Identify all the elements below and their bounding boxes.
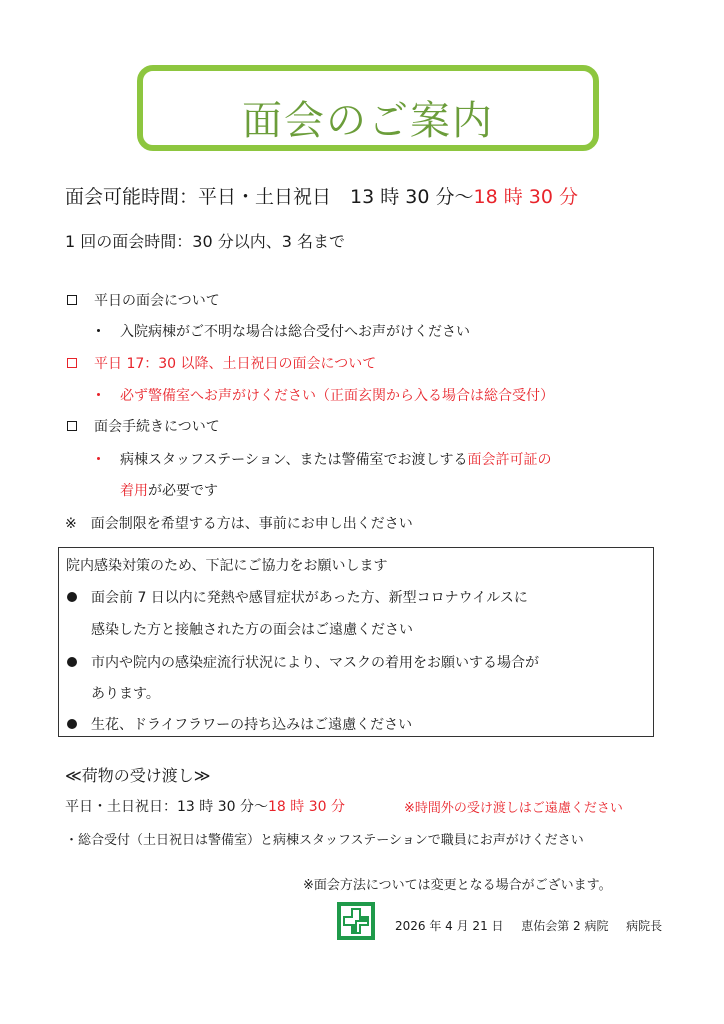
procedure-item-text: 病棟スタッフステーション、または警備室でお渡しする xyxy=(120,452,468,468)
page-title: 面会のご案内 xyxy=(242,98,494,144)
package-hours xyxy=(65,796,345,816)
visiting-hours-end: 18 時 30 分 xyxy=(473,186,578,208)
infection-item-1-line2: 感染した方と接触された方の面会はご遠慮ください xyxy=(91,622,413,638)
change-note: ※面会方法については変更となる場合がございます。 xyxy=(303,878,612,893)
footer xyxy=(395,917,662,934)
section-procedure-heading: 面会手続きについて xyxy=(94,419,220,435)
title-frame xyxy=(137,65,599,151)
section-weekday-heading: 平日の面会について xyxy=(94,293,220,309)
checkbox-square-icon xyxy=(67,358,77,368)
package-hours-label: 平日・土日祝日：13 時 30 分〜 xyxy=(65,799,268,815)
checkbox-square-icon xyxy=(67,295,77,305)
section-procedure-item-line1 xyxy=(120,449,551,469)
bullet-dot-icon xyxy=(97,457,100,460)
infection-item-2-line2: あります。 xyxy=(91,686,160,702)
section-afterhours-heading: 平日 17：30 以降、土日祝日の面会について xyxy=(94,356,377,372)
infection-intro: 院内感染対策のため、下記にご協力をお願いします xyxy=(66,558,388,574)
bullet-icon xyxy=(67,592,77,602)
procedure-item-wear: 着用 xyxy=(120,483,148,499)
infection-item-3: 生花、ドライフラワーの持ち込みはご遠慮ください xyxy=(91,717,413,733)
package-hours-end: 18 時 30 分 xyxy=(267,799,345,815)
infection-item-1-line1: 面会前 7 日以内に発熱や感冒症状があった方、新型コロナウイルスに xyxy=(91,590,528,606)
visiting-hours xyxy=(65,182,578,209)
bullet-icon xyxy=(67,719,77,729)
checkbox-square-icon xyxy=(67,421,77,431)
infection-item-2-line1: 市内や院内の感染症流行状況により、マスクの着用をお願いする場合が xyxy=(91,655,539,671)
hospital-cross-logo xyxy=(337,902,375,940)
section-weekday-item: 入院病棟がご不明な場合は総合受付へお声がけください xyxy=(120,324,470,340)
bullet-dot-icon xyxy=(97,329,100,332)
package-desk-note: ・総合受付（土日祝日は警備室）と病棟スタッフステーションで職員にお声がけください xyxy=(65,833,584,848)
package-hours-note: ※時間外の受け渡しはご遠慮ください xyxy=(404,801,623,816)
procedure-item-permit: 面会許可証の xyxy=(467,452,552,468)
procedure-item-required: が必要です xyxy=(148,483,218,499)
restriction-note: ※ 面会制限を希望する方は、事前にお申し出ください xyxy=(65,516,413,532)
section-afterhours-item: 必ず警備室へお声がけください（正面玄関から入る場合は総合受付） xyxy=(120,388,554,404)
visit-duration: 1 回の面会時間：30 分以内、3 名まで xyxy=(65,232,345,251)
section-procedure-item-line2 xyxy=(120,480,218,500)
bullet-dot-icon xyxy=(97,393,100,396)
footer-hospital: 恵佑会第 2 病院 xyxy=(521,919,609,933)
package-heading: ≪荷物の受け渡し≫ xyxy=(65,766,211,785)
footer-date: 2026 年 4 月 21 日 xyxy=(395,919,504,933)
bullet-icon xyxy=(67,657,77,667)
footer-signer: 病院長 xyxy=(626,919,663,933)
infection-control-box xyxy=(58,547,654,737)
visiting-hours-label: 面会可能時間：平日・土日祝日 13 時 30 分〜 xyxy=(65,186,474,208)
